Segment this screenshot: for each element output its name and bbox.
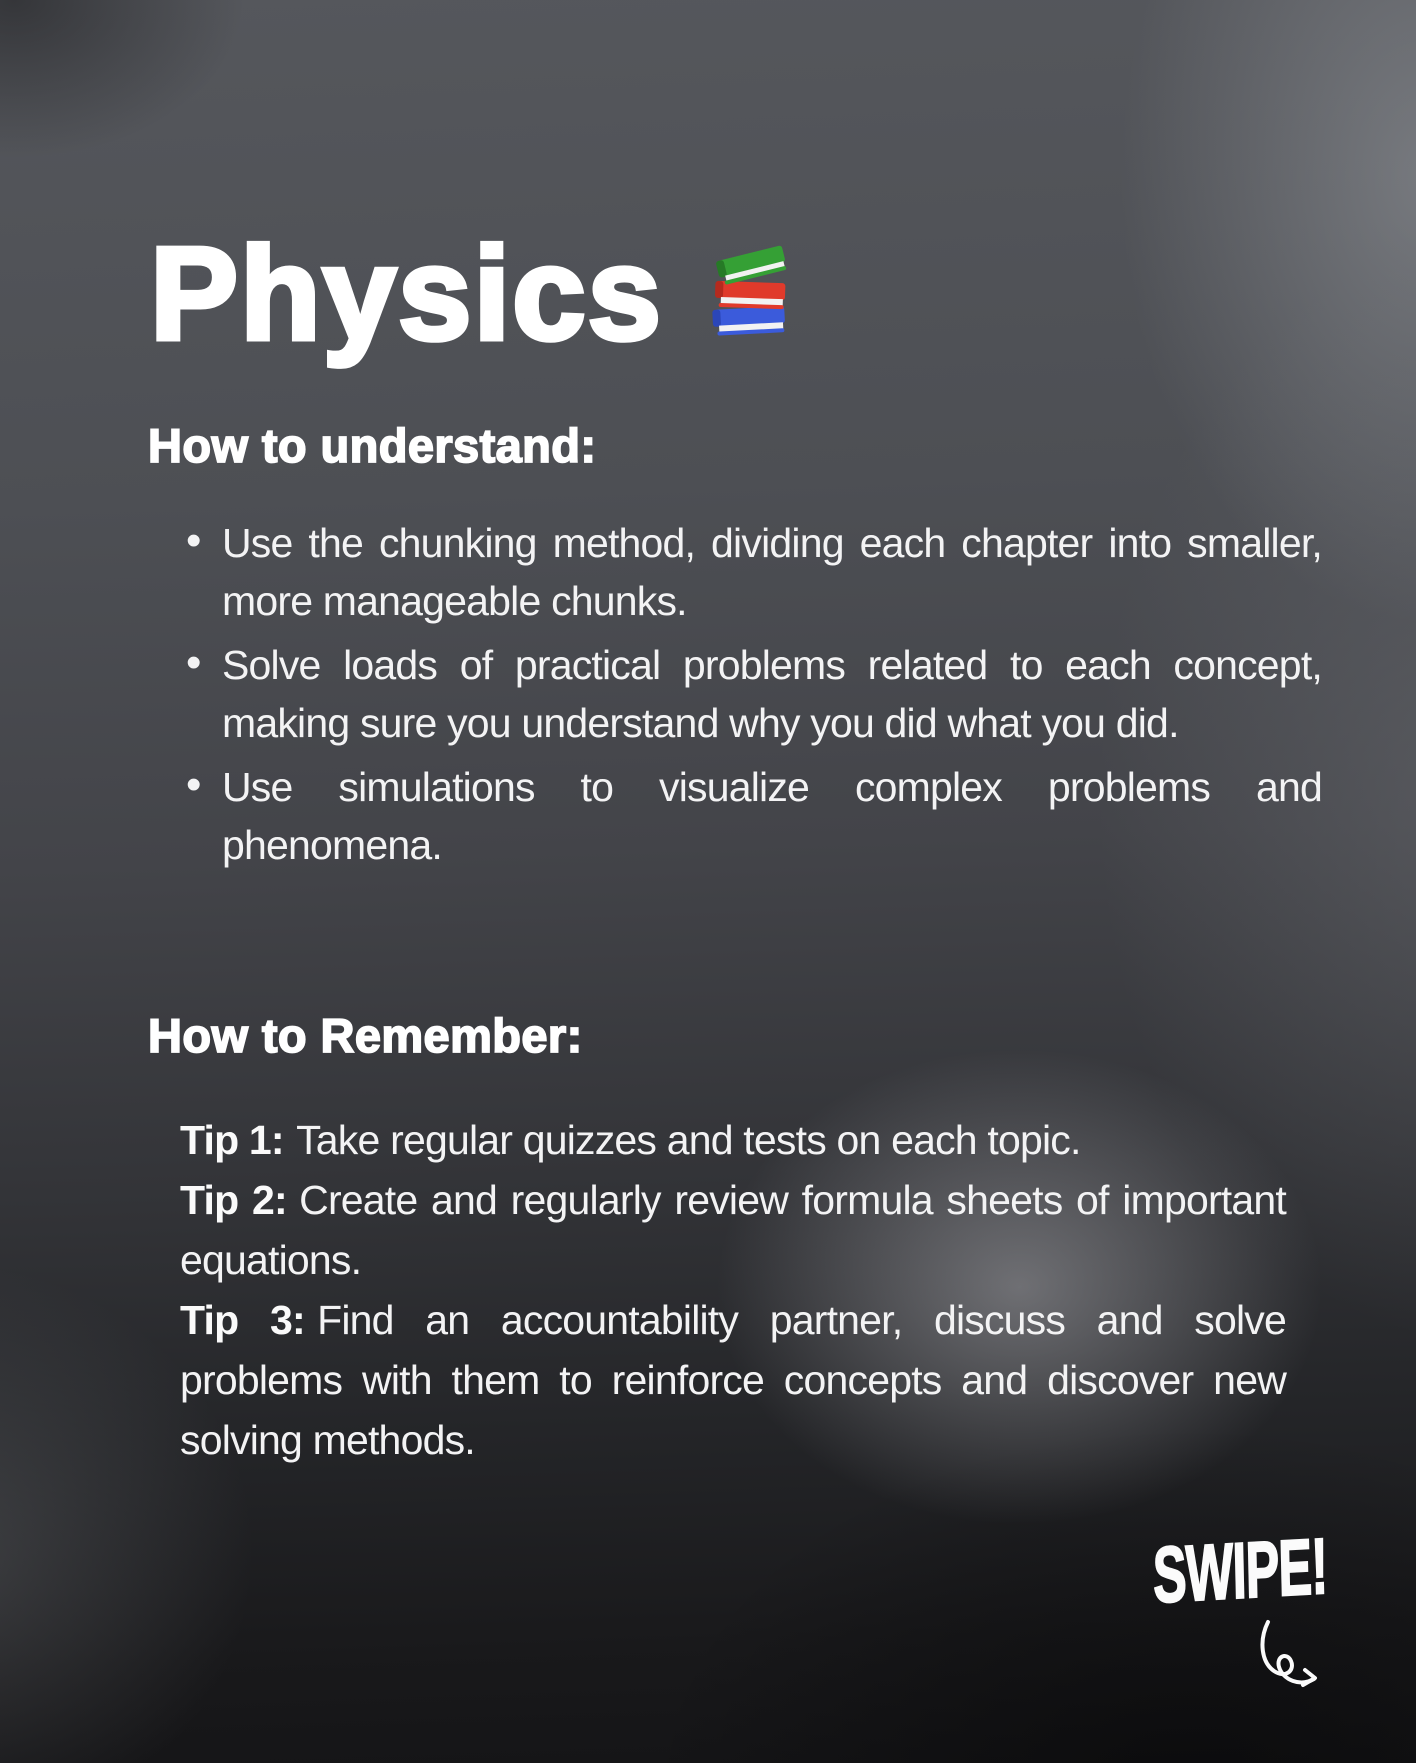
- understand-bullet-list: [188, 514, 1322, 880]
- swipe-arrow-icon: [1256, 1618, 1356, 1708]
- heading-how-to-understand: How to understand:: [148, 419, 597, 472]
- heading-how-to-remember: How to Remember:: [148, 1009, 583, 1062]
- swipe-indicator[interactable]: SWIPE!: [1152, 1521, 1329, 1620]
- page-title: Physics: [150, 220, 663, 367]
- tip-1-label: Tip 1:: [180, 1117, 284, 1163]
- books-emoji-icon: [697, 238, 801, 342]
- tip-2-label: Tip 2:: [180, 1177, 287, 1223]
- tip-1-text: Take regular quizzes and tests on each topic.: [296, 1117, 1081, 1163]
- tip-3: [180, 1290, 1286, 1470]
- bullet-practical-problems: • Solve loads of practical problems related to each concept, making sure you understand why you did what you did.: [222, 636, 1322, 752]
- tip-1: [180, 1110, 1286, 1170]
- tip-3-text: Find an accountability partner, discuss and solve problems with them to reinforce concepts and discover new solving methods.: [180, 1297, 1286, 1463]
- tip-2-text: Create and regularly review formula sheets of important equations.: [180, 1177, 1286, 1283]
- title-row: [150, 220, 801, 367]
- bullet-simulations: • Use simulations to visualize complex problems and phenomena.: [222, 758, 1322, 874]
- remember-tips: [180, 1110, 1286, 1470]
- tip-3-label: Tip 3:: [180, 1297, 305, 1343]
- tip-2: [180, 1170, 1286, 1290]
- bullet-chunking: • Use the chunking method, dividing each chapter into smaller, more manageable chunks.: [222, 514, 1322, 630]
